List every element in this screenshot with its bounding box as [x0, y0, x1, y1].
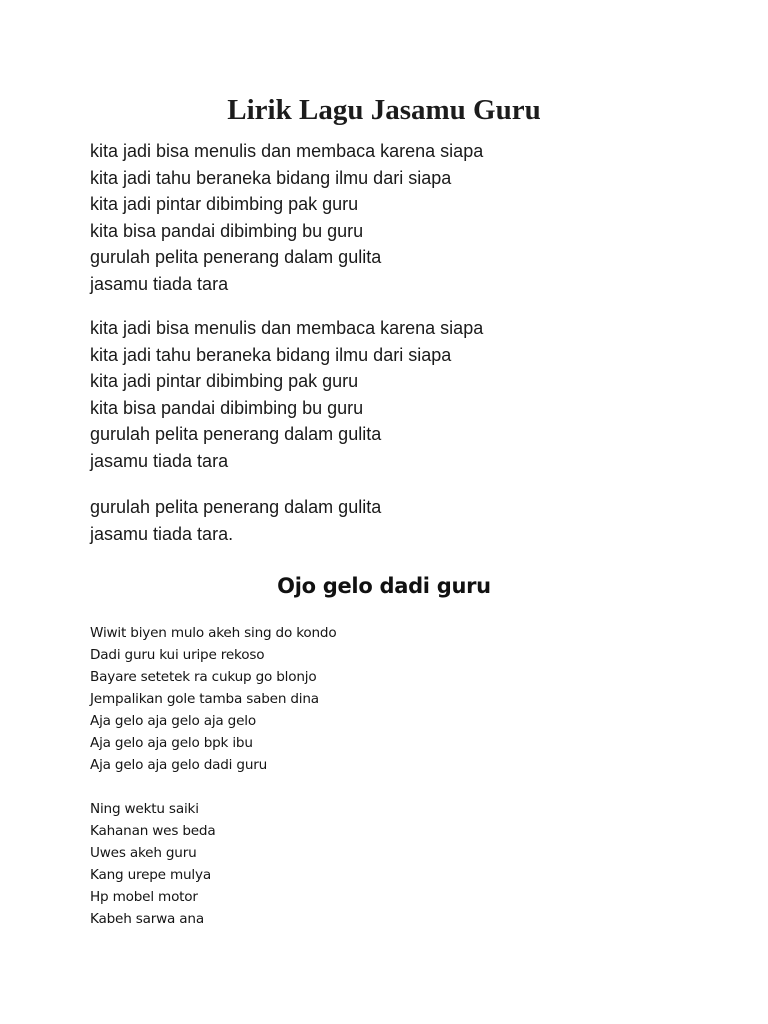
stanza-4 [90, 622, 336, 776]
lyric-line: Hp mobel motor [90, 889, 198, 905]
stanza-3-chorus [90, 494, 381, 547]
lyric-line: Uwes akeh guru [90, 845, 197, 861]
lyric-line: Kabeh sarwa ana [90, 911, 204, 927]
song-title-ojo-gelo-dadi-guru: Ojo gelo dadi guru [277, 574, 491, 598]
lyric-line: Kang urepe mulya [90, 867, 211, 883]
lyric-line: gurulah pelita penerang dalam gulita [90, 497, 382, 517]
stanza-1 [90, 138, 483, 298]
lyric-line: kita jadi tahu beraneka bidang ilmu dari siapa [90, 167, 452, 188]
lyric-line: Aja gelo aja gelo bpk ibu [90, 735, 253, 751]
lyric-line: Jempalikan gole tamba saben dina [90, 691, 319, 707]
lyric-line: jasamu tiada tara [90, 450, 229, 471]
lyric-line: Kahanan wes beda [90, 823, 216, 839]
song-title-jasamu-guru: Lirik Lagu Jasamu Guru [227, 94, 541, 126]
lyric-line: gurulah pelita penerang dalam gulita [90, 424, 382, 445]
lyric-line: Dadi guru kui uripe rekoso [90, 647, 265, 663]
lyric-line: kita jadi bisa menulis dan membaca karena siapa [90, 141, 484, 161]
lyric-line: kita bisa pandai dibimbing bu guru [90, 397, 364, 418]
lyric-line: Ning wektu saiki [90, 801, 199, 817]
lyric-line: gurulah pelita penerang dalam gulita [90, 247, 382, 268]
lyric-line: kita jadi bisa menulis dan membaca karena siapa [90, 318, 484, 338]
lyric-line: Aja gelo aja gelo aja gelo [90, 713, 256, 729]
lyric-line: kita jadi tahu beraneka bidang ilmu dari siapa [90, 344, 452, 365]
lyric-line: jasamu tiada tara [90, 273, 229, 294]
lyric-line: Wiwit biyen mulo akeh sing do kondo [90, 625, 337, 641]
stanza-5 [90, 798, 215, 930]
stanza-2 [90, 315, 483, 475]
lyric-line: kita jadi pintar dibimbing pak guru [90, 194, 359, 215]
lyric-line: jasamu tiada tara. [90, 523, 234, 544]
lyric-line: kita bisa pandai dibimbing bu guru [90, 220, 364, 241]
lyric-line: Aja gelo aja gelo dadi guru [90, 757, 268, 773]
lyric-line: kita jadi pintar dibimbing pak guru [90, 371, 359, 392]
lyric-line: Bayare setetek ra cukup go blonjo [90, 669, 317, 685]
